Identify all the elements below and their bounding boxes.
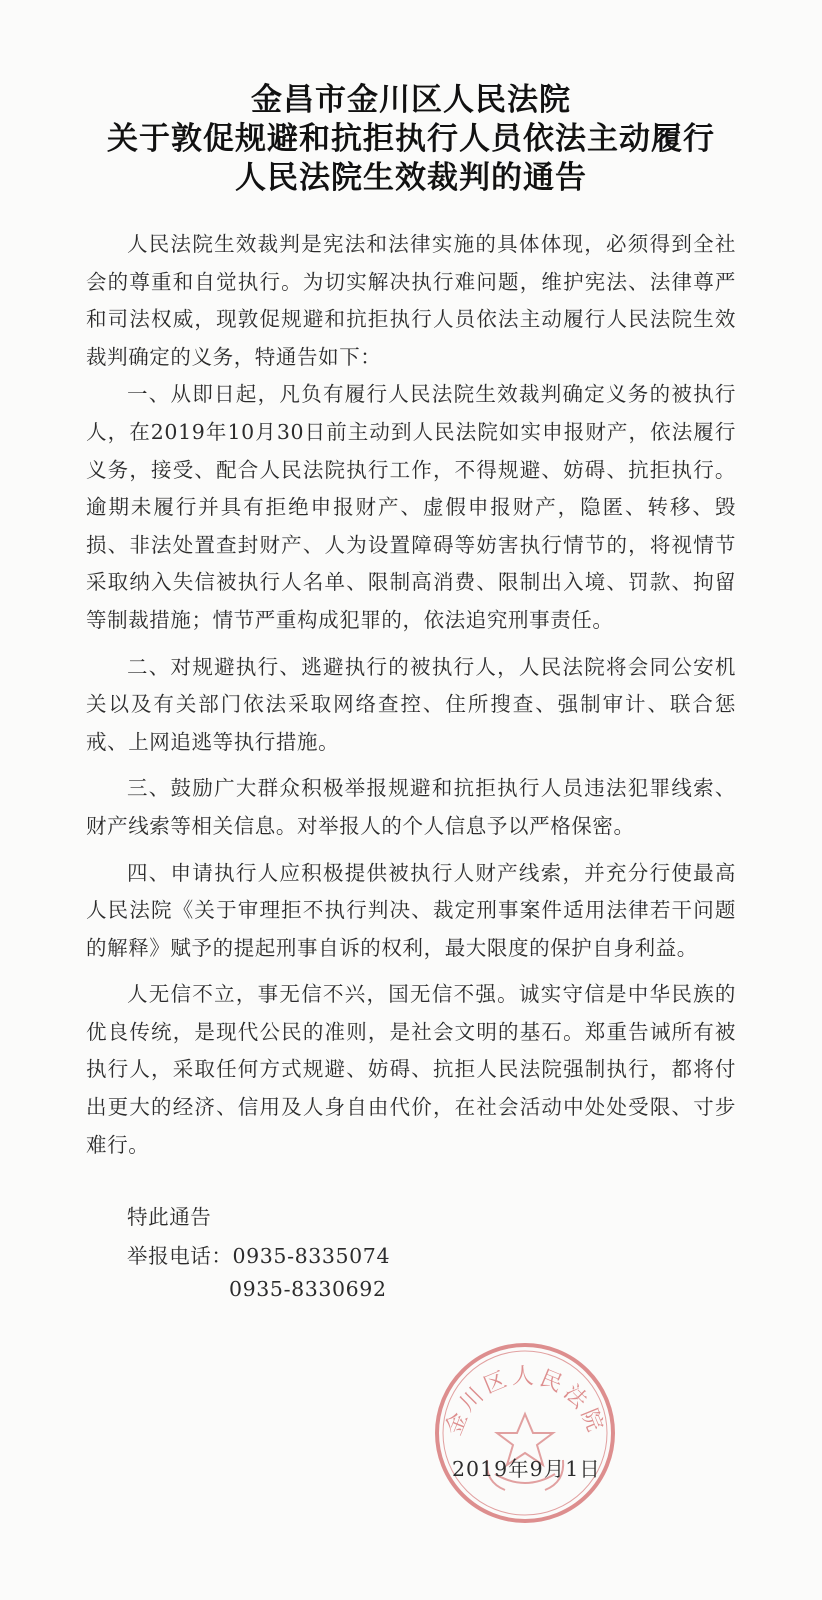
court-seal-icon (430, 1338, 620, 1528)
notice-body (86, 226, 736, 1164)
paragraph-conclusion: 人无信不立，事无信不兴，国无信不强。诚实守信是中华民族的优良传统，是现代公民的准则，是社会文明的基石。郑重告诫所有被执行人，采取任何方式规避、妨碍、抗拒人民法院强制执行，都将付出更大的经济、信用及人身自由代价，在社会活动中处处受限、寸步难行。 (86, 982, 736, 1157)
paragraph-item-3: 三、鼓励广大群众积极举报规避和抗拒执行人员违法犯罪线索、财产线索等相关信息。对举报人的个人信息予以严格保密。 (86, 776, 736, 838)
paragraph-intro: 人民法院生效裁判是宪法和法律实施的具体体现，必须得到全社会的尊重和自觉执行。为切实解决执行难问题，维护宪法、法律尊严和司法权威，现敦促规避和抗拒执行人员依法主动履行人民法院生效裁判确定的义务，特通告如下： (86, 232, 736, 369)
notice-end: 特此通告 (127, 1205, 212, 1229)
seal-text: 金川区人民法院 (441, 1364, 609, 1439)
paragraph-item-2: 二、对规避执行、逃避执行的被执行人，人民法院将会同公安机关以及有关部门依法采取网络查控、住所搜查、强制审计、联合惩戒、上网追逃等执行措施。 (86, 654, 736, 754)
title-line-1: 金昌市金川区人民法院 (251, 82, 571, 118)
paragraph-item-4: 四、申请执行人应积极提供被执行人财产线索，并充分行使最高人民法院《关于审理拒不执行判决、裁定刑事案件适用法律若干问题的解释》赋予的提起刑事自诉的权利，最大限度的保护自身利益。 (86, 860, 736, 960)
report-phone: 举报电话：0935-8335074 (127, 1244, 391, 1268)
title-line-3: 人民法院生效裁判的通告 (235, 160, 587, 196)
report-phone-2: 0935-8330692 (229, 1277, 387, 1301)
notice-date: 2019年9月1日 (452, 1457, 601, 1481)
title-line-2: 关于敦促规避和抗拒执行人员依法主动履行 (107, 121, 715, 157)
paragraph-item-1: 一、从即日起，凡负有履行人民法院生效裁判确定义务的被执行人，在2019年10月30日前主动到人民法院如实申报财产，依法履行义务，接受、配合人民法院执行工作，不得规避、妨碍、抗拒执行。逾期未履行并具有拒绝申报财产、虚假申报财产，隐匿、转移、毁损、非法处置查封财产、人为设置障碍等妨害执行情节的，将视情节采取纳入失信被执行人名单、限制高消费、限制出入境、罚款、拘留等制裁措施；情节严重构成犯罪的，依法追究刑事责任。 (86, 382, 736, 632)
